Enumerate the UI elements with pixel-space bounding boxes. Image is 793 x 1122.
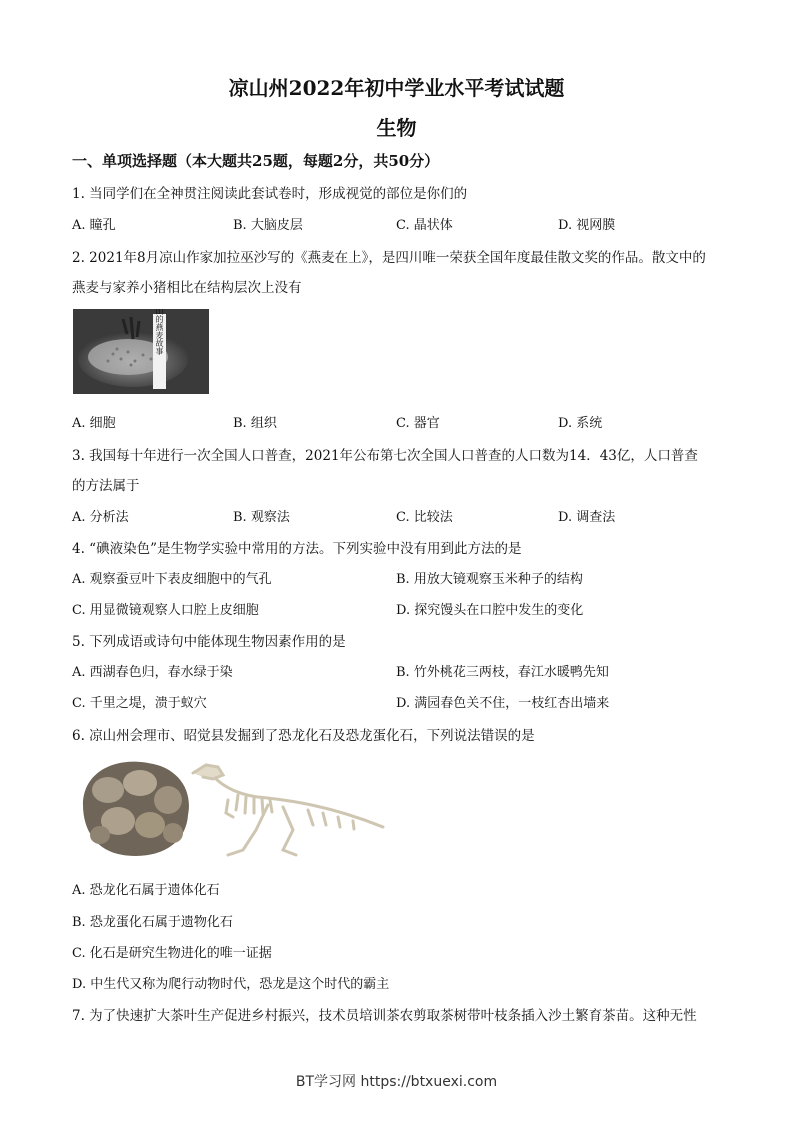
q1-option-a: A. 瞳孔 [72,218,116,233]
q4-option-d: D. 探究馒头在口腔中发生的变化 [396,603,584,618]
question-6: 6. 凉山州会理市、昭觉县发掘到了恐龙化石及恐龙蛋化石，下列说法错误的是 [72,728,535,744]
q2-option-a: A. 细胞 [72,416,116,431]
question-1: 1. 当同学们在全神贯注阅读此套试卷时，形成视觉的部位是你们的 [72,186,468,202]
section-heading: 一、单项选择题（本大题共25题，每题2分，共50分） [72,152,440,170]
oat-hand-photo [73,309,209,394]
question-3-line2: 的方法属于 [72,478,140,494]
question-5: 5. 下列成语或诗句中能体现生物因素作用的是 [72,634,346,650]
question-2-line2: 燕麦与家养小猪相比在结构层次上没有 [72,280,302,296]
q6-option-a: A. 恐龙化石属于遗体化石 [72,883,220,898]
subject-title: 生物 [376,116,417,140]
dinosaur-fossils-image [78,755,390,865]
q6-option-d: D. 中生代又称为爬行动物时代，恐龙是这个时代的霸主 [72,977,390,992]
q5-option-d: D. 满园春色关不住，一枝红杏出墙来 [396,696,610,711]
q2-option-d: D. 系统 [558,416,603,431]
dinosaur-egg-fossil [83,762,189,856]
question-7: 7. 为了快速扩大茶叶生产促进乡村振兴，技术员培训茶农剪取茶树带叶枝条插入沙土繁育茶苗。这种无性 [72,1008,697,1024]
q1-option-d: D. 视网膜 [558,218,616,233]
footer-watermark: BT学习网 https://btxuexi.com [295,1074,498,1090]
question-2-line1: 2. 2021年8月凉山作家加拉巫沙写的《燕麦在上》，是四川唯一荣获全国年度最佳散文奖的作品。散文中的 [72,250,706,266]
q1-option-c: C. 晶状体 [396,218,453,233]
q5-option-c: C. 千里之堤，溃于蚁穴 [72,696,207,711]
question-3-line1: 3. 我国每十年进行一次全国人口普查，2021年公布第七次全国人口普查的人口数为14．43亿，人口普查 [72,448,698,464]
q4-option-c: C. 用显微镜观察人口腔上皮细胞 [72,603,259,618]
q5-option-a: A. 西湖春色归，春水绿于染 [72,665,233,680]
q2-option-b: B. 组织 [233,416,277,431]
question-4: 4. “碘液染色”是生物学实验中常用的方法。下列实验中没有用到此方法的是 [72,541,522,557]
q4-option-a: A. 观察蚕豆叶下表皮细胞中的气孔 [72,572,272,587]
exam-title: 凉山州2022年初中学业水平考试试题 [228,76,565,100]
q3-option-b: B. 观察法 [233,510,290,525]
q5-option-b: B. 竹外桃花三两枝，春江水暖鸭先知 [396,665,609,680]
q6-option-b: B. 恐龙蛋化石属于遗物化石 [72,915,233,930]
q2-option-c: C. 器官 [396,416,440,431]
q3-option-c: C. 比较法 [396,510,453,525]
q4-option-b: B. 用放大镜观察玉米种子的结构 [396,572,583,587]
q3-option-d: D. 调查法 [558,510,616,525]
q6-option-c: C. 化石是研究生物进化的唯一证据 [72,946,272,961]
dinosaur-skeleton [193,765,383,855]
q3-option-a: A. 分析法 [72,510,129,525]
q1-option-b: B. 大脑皮层 [233,218,303,233]
photo-caption: 大凉山的燕麦故事 [155,309,164,355]
